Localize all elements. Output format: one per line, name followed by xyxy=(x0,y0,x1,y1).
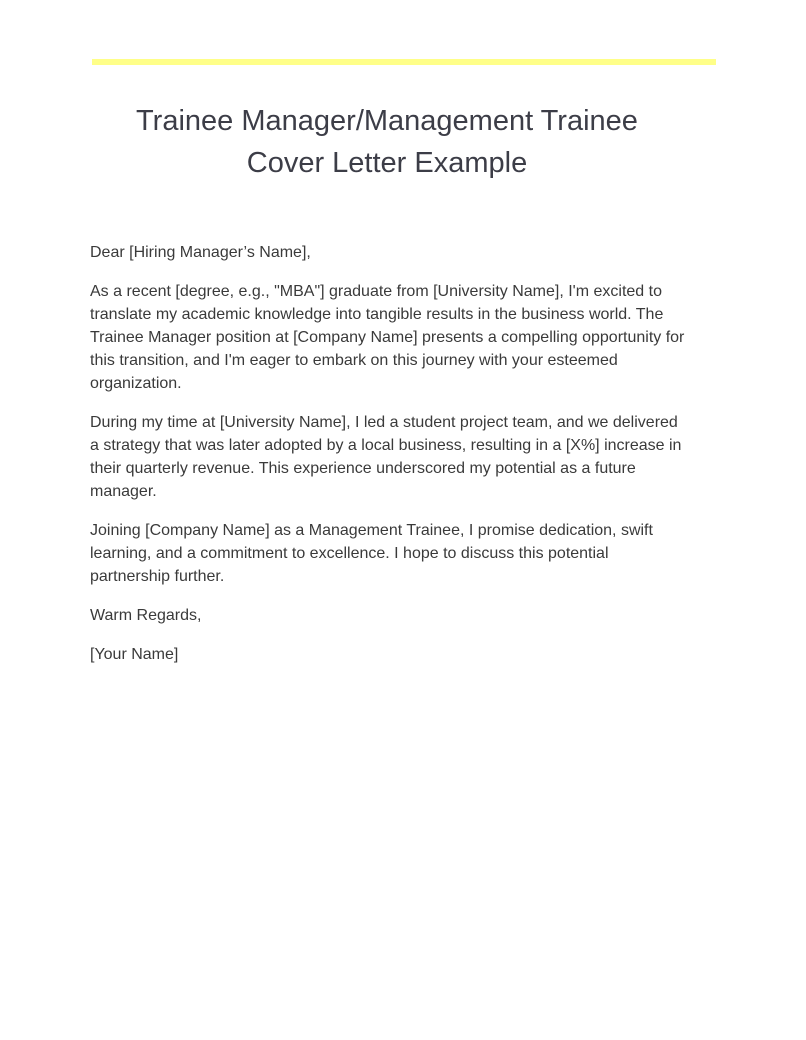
signature: [Your Name] xyxy=(90,646,179,663)
paragraph-intro: As a recent [degree, e.g., "MBA"] graduate from [University Name], I'm excited to translate my academic knowledge into tangible results in the business world. The Trainee Manager position at [Company Name] presents a compelling opportunity for this transition, and I'm eager to embark on this journey with your esteemed organization. xyxy=(90,283,685,392)
paragraph-experience: During my time at [University Name], I led a student project team, and we delivered a strategy that was later adopted by a local business, resulting in a [X%] increase in their quarterly revenue. This experience underscored my potential as a future manager. xyxy=(90,414,682,500)
salutation: Dear [Hiring Manager’s Name], xyxy=(90,244,311,261)
closing-phrase: Warm Regards, xyxy=(90,607,202,624)
accent-bar xyxy=(92,59,716,65)
cover-letter-body xyxy=(90,241,690,682)
title-line-2: Cover Letter Example xyxy=(246,147,528,179)
title-line-1: Trainee Manager/Management Trainee xyxy=(136,105,638,137)
page-title xyxy=(92,100,682,184)
paragraph-closing: Joining [Company Name] as a Management Trainee, I promise dedication, swift learning, and a commitment to excellence. I hope to discuss this potential partnership further. xyxy=(90,522,653,585)
